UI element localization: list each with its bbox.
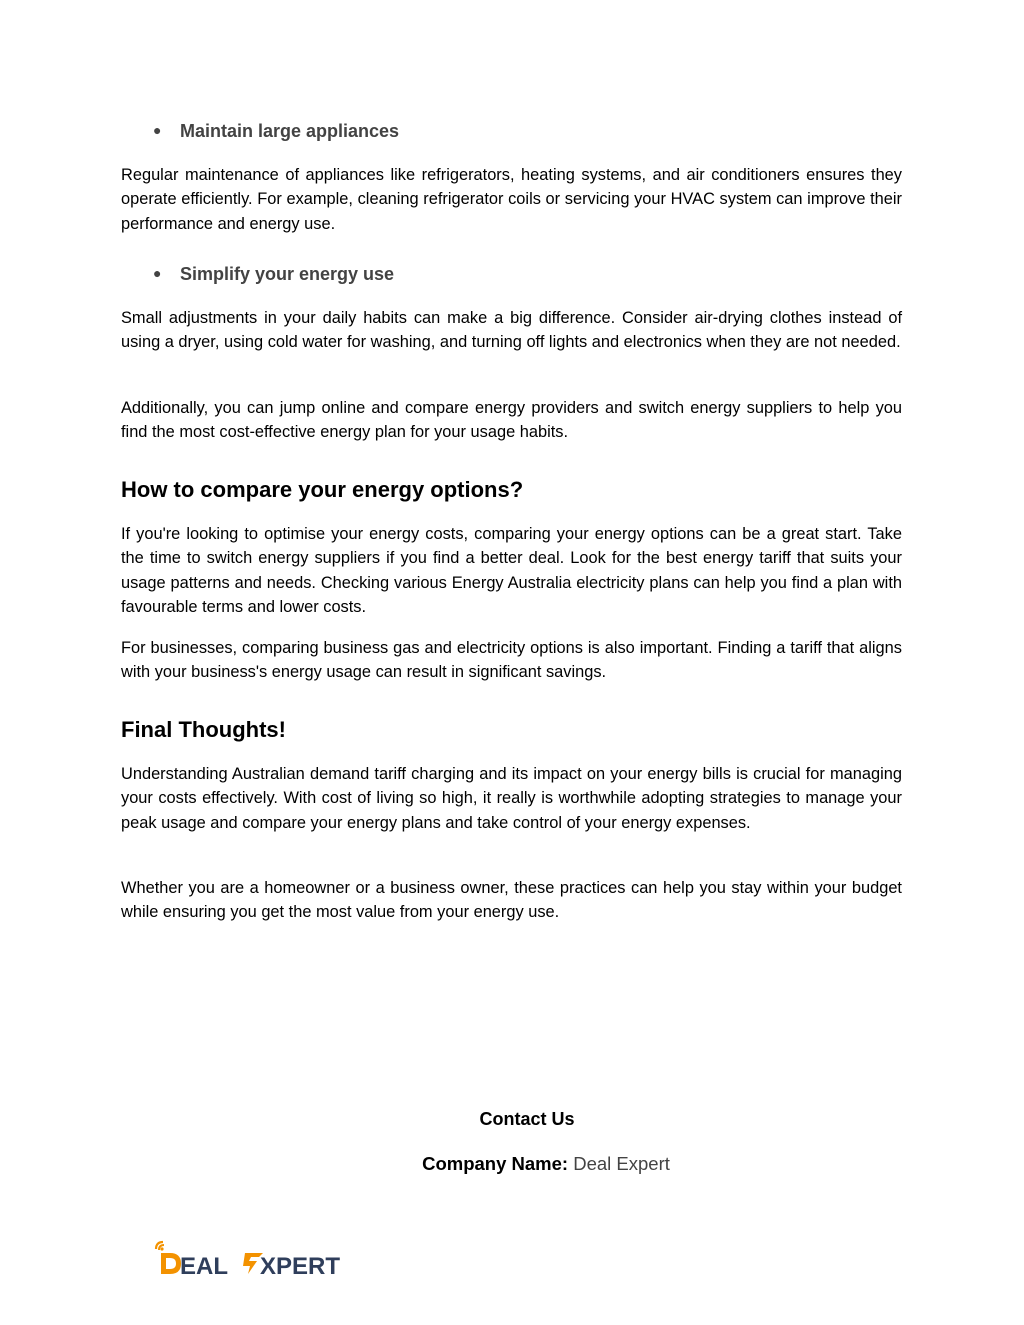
company-name-label: Company Name: [422,1153,569,1174]
paragraph-compare-providers: Additionally, you can jump online and compare energy providers and switch energy suppliers to help you find the most cost-effective energy plan for your usage habits. [121,399,902,442]
bullet-maintain-appliances [153,121,399,142]
bullet-label: Maintain large appliances [180,121,400,141]
logo-d-mark [161,1253,181,1274]
document-page [121,0,902,1325]
contact-us-heading: Contact Us [479,1109,575,1129]
heading-compare-options: How to compare your energy options? [121,477,524,502]
paragraph-optimise-costs: If you're looking to optimise your energy costs, comparing your energy options can be a great start. Take the time to switch energy suppliers if you find a better deal. Look for the best energy tariff that suits your usage patterns and needs. Checking various Energy Australia electricity plans can help you find a plan with favourable terms and lower costs. [121,525,902,616]
heading-final-thoughts: Final Thoughts! [121,717,286,742]
paragraph-businesses: For businesses, comparing business gas and electricity options is also important. Finding a tariff that aligns with your business's energy usage can result in significant savings. [121,639,902,682]
bullet-simplify-energy [153,264,394,285]
company-name-value: Deal Expert [573,1153,670,1174]
paragraph-maintenance: Regular maintenance of appliances like refrigerators, heating systems, and air conditioners ensures they operate efficiently. For example, cleaning refrigerator coils or servicing your HVAC system can improve their performance and energy use. [121,166,902,233]
signal-dot [160,1247,163,1250]
logo-text-xpert: XPERT [260,1253,341,1280]
paragraph-daily-habits: Small adjustments in your daily habits can make a big difference. Consider air-drying clothes instead of using a dryer, using cold water for washing, and turning off lights and electronics when they are not needed. [121,309,902,352]
paragraph-understanding-tariff: Understanding Australian demand tariff charging and its impact on your energy bills is crucial for managing your costs effectively. With cost of living so high, it really is worthwhile adopting strategies to manage your peak usage and compare your energy plans and take control of your energy expenses. [121,765,902,832]
logo-text-eal: EAL [180,1253,228,1280]
company-name-line [121,1153,971,1175]
bullet-dot-icon: ● [153,122,162,138]
bullet-dot-icon: ● [153,265,162,281]
paragraph-homeowner: Whether you are a homeowner or a business owner, these practices can help you stay within your budget while ensuring you get the most value from your energy use. [121,879,902,922]
deal-expert-logo [153,1239,363,1286]
bullet-label: Simplify your energy use [180,264,395,284]
deal-expert-logo-graphic [153,1239,363,1281]
